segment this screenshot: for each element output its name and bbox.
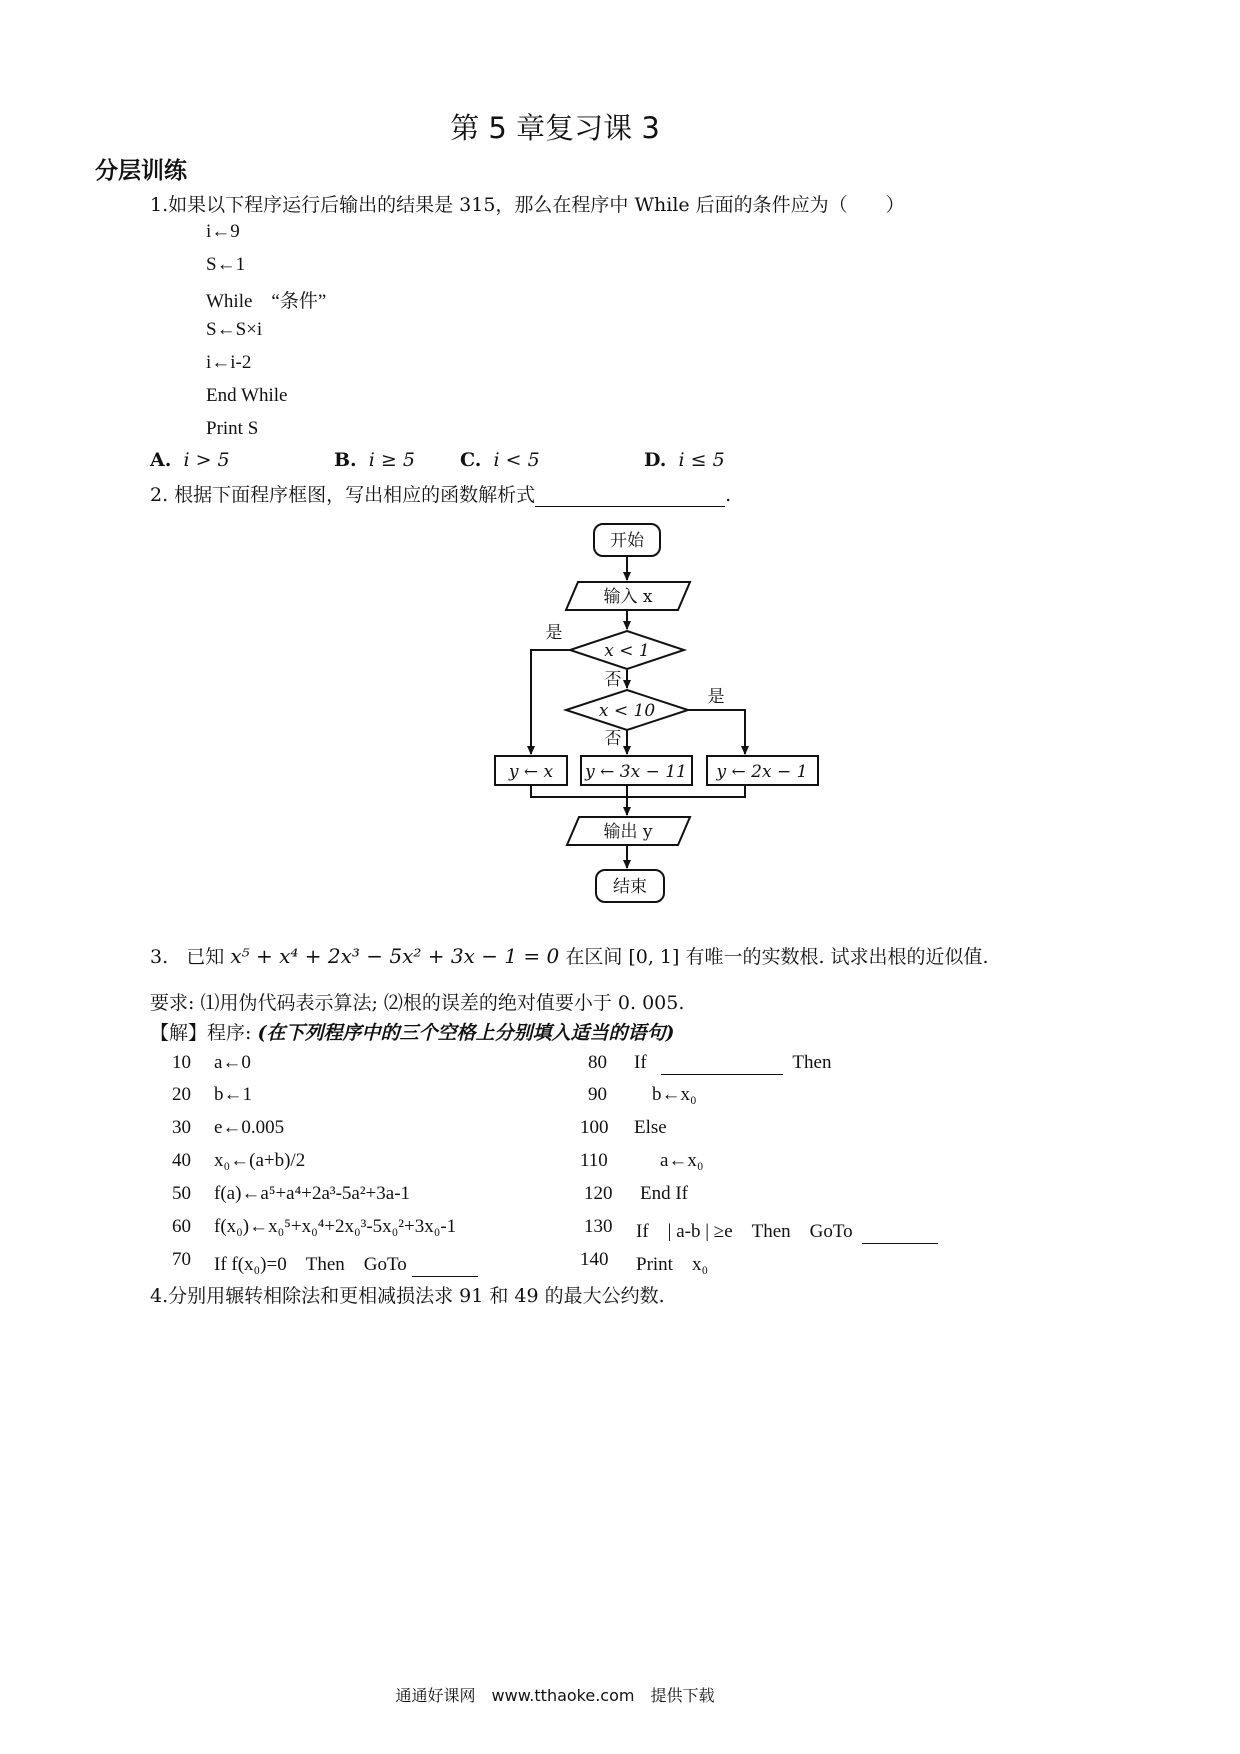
q3-num: 3. xyxy=(150,946,169,968)
q3-post: 在区间 [0, 1] 有唯一的实数根. 试求出根的近似值. xyxy=(565,946,989,968)
option-expr: i ≤ 5 xyxy=(678,449,725,471)
code-line-number: 90 xyxy=(588,1084,607,1105)
code-line-text: b←1 xyxy=(214,1084,252,1105)
q1-code-line: S←S×i xyxy=(206,319,263,340)
code-line-text: End If xyxy=(640,1183,689,1204)
code-line-number: 100 xyxy=(580,1117,609,1138)
answer-blank[interactable] xyxy=(661,1052,783,1075)
option-label: C. xyxy=(460,449,482,471)
option-label: D. xyxy=(644,449,667,471)
code-line-text: x₀←(a+b)/2 xyxy=(214,1150,306,1171)
flow-yes1-label: 是 xyxy=(545,623,563,643)
flow-start-label: 开始 xyxy=(610,531,644,551)
q1-code-line: While “条件” xyxy=(206,291,327,312)
q1-option-a xyxy=(150,449,230,471)
option-expr: i ≥ 5 xyxy=(368,449,415,471)
q3-solution-heading xyxy=(150,1018,674,1045)
option-expr: i > 5 xyxy=(183,449,230,471)
answer-blank[interactable] xyxy=(535,484,725,507)
option-label: B. xyxy=(334,449,357,471)
flow-box-left-label: y ← x xyxy=(508,762,554,782)
code-line-text: b←x₀ xyxy=(652,1084,697,1105)
code-line-number: 30 xyxy=(172,1117,191,1138)
code-line-number: 130 xyxy=(584,1216,613,1237)
flowchart xyxy=(480,515,830,915)
flow-output-label: 输出 y xyxy=(603,822,653,842)
code-line-number: 140 xyxy=(580,1249,609,1270)
q1-option-b xyxy=(334,449,415,471)
q2-stem-text: 2. 根据下面程序框图，写出相应的函数解析式 xyxy=(150,484,536,506)
code-line-text: a←x₀ xyxy=(660,1150,704,1171)
q3-equation: x⁵ + x⁴ + 2x³ − 5x² + 3x − 1 = 0 xyxy=(230,944,560,968)
code-line-number: 20 xyxy=(172,1084,191,1105)
section-heading: 分层训练 xyxy=(95,158,187,184)
code-line-130 xyxy=(636,1216,938,1244)
q2-stem-end: . xyxy=(725,484,732,506)
code-line-number: 110 xyxy=(580,1150,608,1171)
code-line-text: Else xyxy=(634,1117,667,1138)
code-line-number: 120 xyxy=(584,1183,613,1204)
code-line-text: f(a)←a⁵+a⁴+2a³-5a²+3a-1 xyxy=(214,1183,411,1204)
code-line-text: Then xyxy=(792,1052,832,1073)
code-line-text: If | a-b | ≥e Then GoTo xyxy=(636,1221,853,1242)
flow-end-label: 结束 xyxy=(613,877,647,897)
flow-no1-label: 否 xyxy=(604,670,622,690)
q1-code-line: Print S xyxy=(206,418,259,439)
flow-no2-label: 否 xyxy=(604,729,622,749)
q1-stem: 1.如果以下程序运行后输出的结果是 315，那么在程序中 While 后面的条件应为（ ） xyxy=(150,194,905,216)
q1-code-line: End While xyxy=(206,385,288,406)
q3-solution-label: 【解】程序: xyxy=(150,1022,252,1044)
code-line-80 xyxy=(634,1052,831,1075)
flow-box-mid-label: y ← 3x − 11 xyxy=(585,762,687,782)
answer-blank[interactable] xyxy=(862,1221,938,1244)
answer-blank[interactable] xyxy=(412,1254,478,1277)
q3-requirement: 要求: ⑴用伪代码表示算法; ⑵根的误差的绝对值要小于 0. 005. xyxy=(150,992,685,1014)
code-line-70 xyxy=(214,1249,478,1277)
q1-code-line: S←1 xyxy=(206,254,246,275)
code-line-text: f(x₀)←x₀⁵+x₀⁴+2x₀³-5x₀²+3x₀-1 xyxy=(214,1216,457,1237)
q3-pre: 已知 xyxy=(186,946,225,968)
q1-option-d xyxy=(644,449,725,471)
code-line-text: If f(x₀)=0 Then GoTo xyxy=(214,1254,407,1275)
option-label: A. xyxy=(150,449,172,471)
q1-option-c xyxy=(460,449,540,471)
flow-box-right-label: y ← 2x − 1 xyxy=(716,762,808,782)
flow-input-label: 输入 x xyxy=(603,587,653,607)
flow-cond2-label: x < 10 xyxy=(598,701,656,721)
code-line-number: 10 xyxy=(172,1052,191,1073)
q4-stem: 4.分别用辗转相除法和更相减损法求 91 和 49 的最大公约数. xyxy=(150,1285,665,1307)
option-expr: i < 5 xyxy=(493,449,540,471)
code-line-number: 40 xyxy=(172,1150,191,1171)
code-line-text: e←0.005 xyxy=(214,1117,285,1138)
q3-stem xyxy=(150,942,989,969)
flow-yes2-label: 是 xyxy=(707,687,725,707)
q1-code-line: i←9 xyxy=(206,221,240,242)
code-line-text: a←0 xyxy=(214,1052,251,1073)
code-line-text: If xyxy=(634,1052,647,1073)
code-line-text: Print x₀ xyxy=(636,1254,709,1275)
code-line-number: 70 xyxy=(172,1249,191,1270)
footer: 通通好课网 www.tthaoke.com 提供下载 xyxy=(395,1686,715,1705)
code-line-number: 60 xyxy=(172,1216,191,1237)
code-line-number: 50 xyxy=(172,1183,191,1204)
flow-cond1-label: x < 1 xyxy=(604,641,650,661)
q3-solution-hint: (在下列程序中的三个空格上分别填入适当的语句) xyxy=(257,1022,675,1044)
q1-code-line: i←i-2 xyxy=(206,352,252,373)
page-title: 第 5 章复习课 3 xyxy=(450,111,660,145)
q2-stem xyxy=(150,480,731,507)
code-line-number: 80 xyxy=(588,1052,607,1073)
